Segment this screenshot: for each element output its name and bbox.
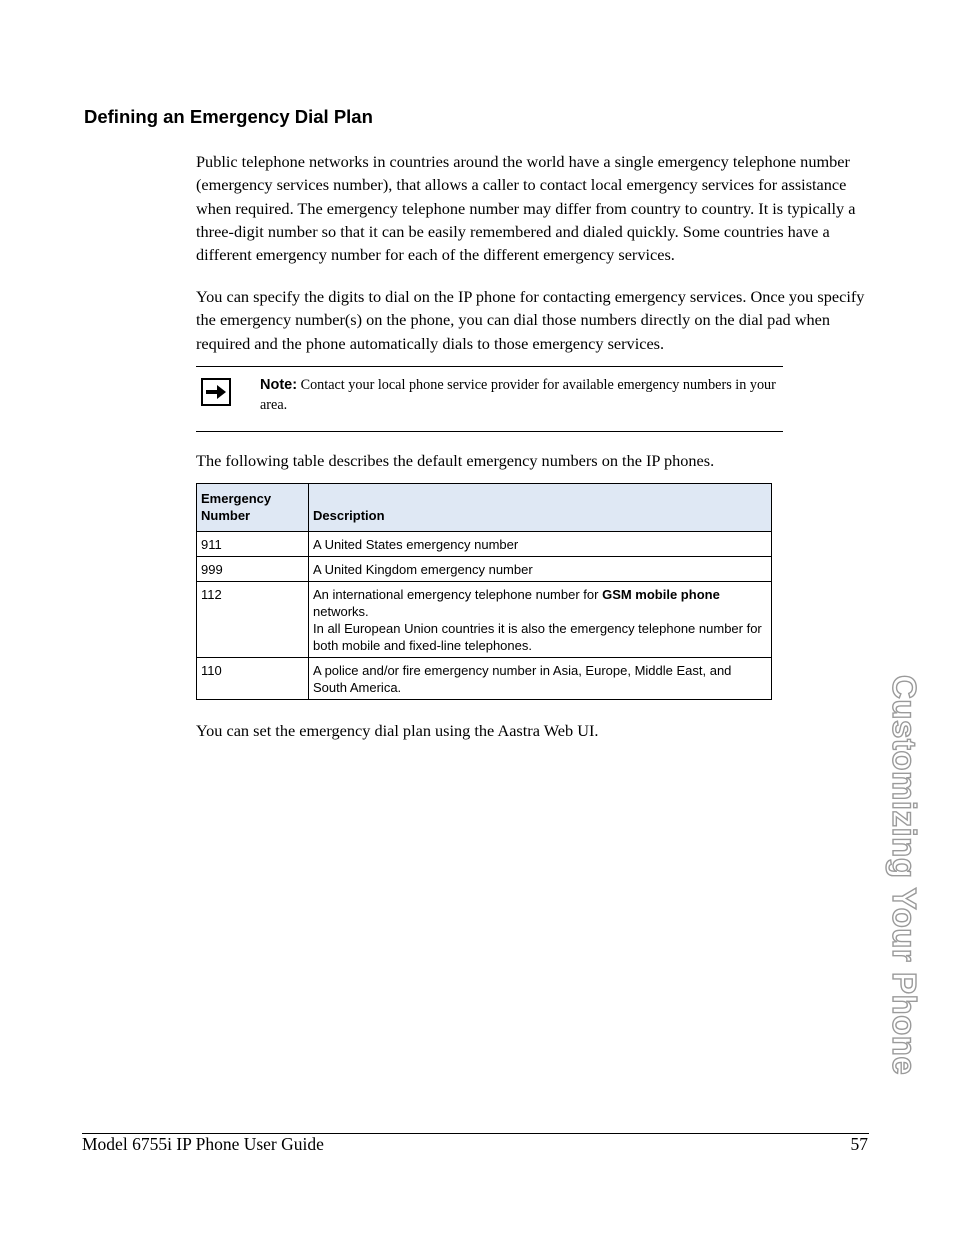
intro-paragraph: Public telephone networks in countries around the world have a single emergency telephone number (emergency services number), that allows a caller to contact local emergency services for assistance when required. The emergency telephone number may differ from country to country. It is typically a three-digit number so that it can be easily remembered and dialed quickly. Some countries have a different emergency number for each of the different emergency services. — [196, 152, 856, 265]
table-row — [197, 582, 772, 658]
footer-title: Model 6755i IP Phone User Guide — [82, 1134, 324, 1154]
table-row — [197, 532, 772, 557]
cell-number: 110 — [197, 658, 309, 700]
desc-text: An international emergency telephone number for — [313, 587, 603, 602]
table-header-row — [197, 484, 772, 532]
header-description: Description — [309, 484, 772, 532]
table-row — [197, 557, 772, 582]
header-number-line1: Emergency — [201, 491, 272, 506]
specify-paragraph: You can specify the digits to dial on the IP phone for contacting emergency services. Once you specify the emergency number(s) on the phone, you can dial those numbers directly on the dial pad when required and the phone automatically dials to those emergency services. — [196, 287, 865, 353]
note-text — [260, 375, 782, 415]
cell-description — [309, 582, 772, 658]
header-emergency-number — [197, 484, 309, 532]
cell-number: 911 — [197, 532, 309, 557]
note-box — [196, 366, 783, 432]
cell-number: 999 — [197, 557, 309, 582]
closing-paragraph: You can set the emergency dial plan using the Aastra Web UI. — [196, 721, 599, 740]
table-intro-paragraph: The following table describes the default emergency numbers on the IP phones. — [196, 451, 715, 470]
header-number-line2: Number — [201, 508, 251, 523]
desc-bold-text: GSM mobile phone — [602, 587, 720, 602]
section-heading: Defining an Emergency Dial Plan — [84, 106, 373, 127]
desc-text: networks. — [313, 604, 369, 619]
chapter-side-tab-label: Customizing Your Phone — [886, 675, 923, 1076]
cell-description: A police and/or fire emergency number in Asia, Europe, Middle East, and South America. — [309, 658, 772, 700]
desc-text: In all European Union countries it is also the emergency telephone number for both mobile and fixed-line telephones. — [313, 621, 762, 653]
note-body: Contact your local phone service provider for available emergency numbers in your area. — [260, 377, 776, 413]
page-number: 57 — [850, 1134, 868, 1154]
table-row — [197, 658, 772, 700]
right-arrow-icon — [201, 378, 231, 406]
chapter-side-tab — [884, 675, 924, 1111]
cell-description: A United States emergency number — [309, 532, 772, 557]
note-label: Note: — [260, 377, 298, 393]
emergency-numbers-table — [196, 483, 772, 700]
cell-number: 112 — [197, 582, 309, 658]
cell-description: A United Kingdom emergency number — [309, 557, 772, 582]
